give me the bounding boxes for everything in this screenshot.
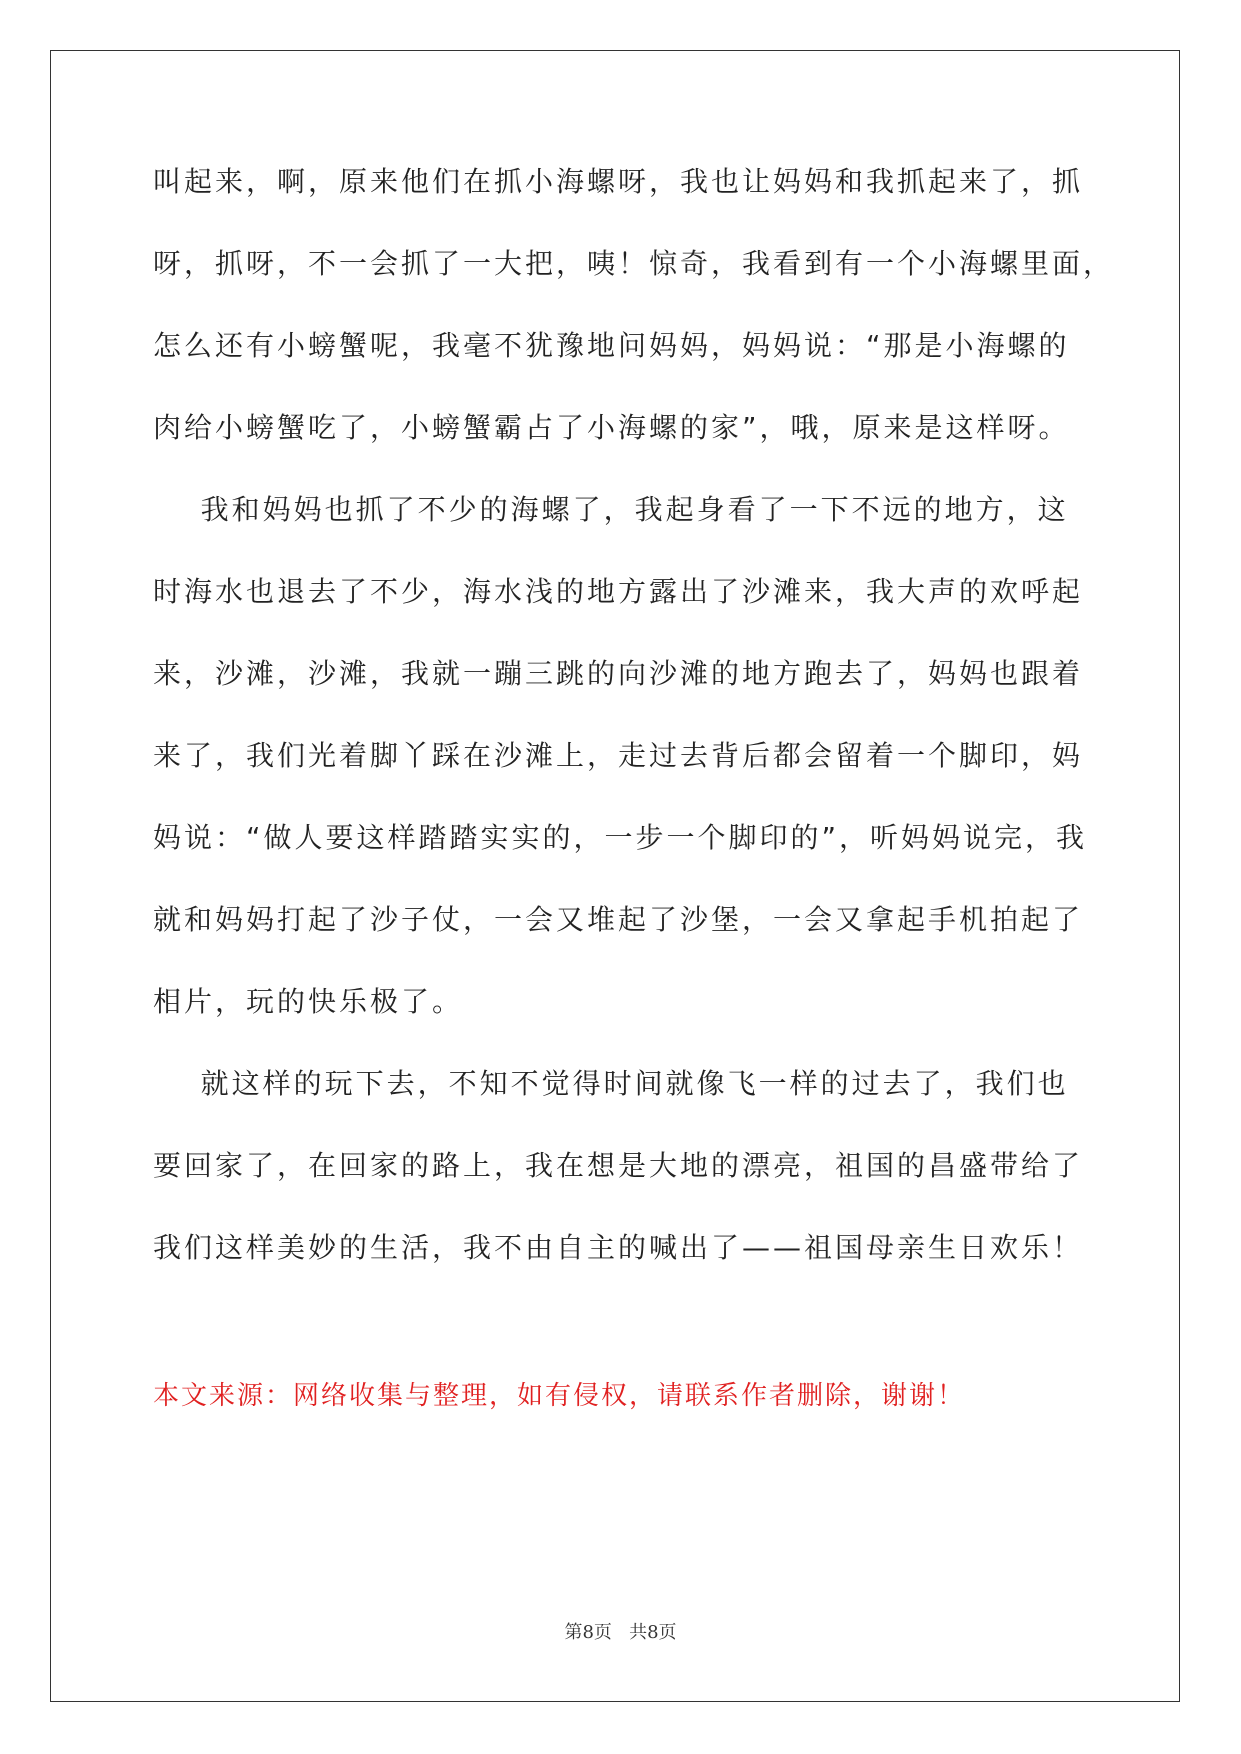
body-line: 就和妈妈打起了沙子仗，一会又堆起了沙堡，一会又拿起手机拍起了 xyxy=(153,903,1084,936)
page-number-footer: 第8页 共8页 xyxy=(564,1622,677,1643)
body-line: 相片，玩的快乐极了。 xyxy=(153,985,464,1018)
body-line: 时海水也退去了不少，海水浅的地方露出了沙滩来，我大声的欢呼起 xyxy=(153,575,1084,608)
body-line: 就这样的玩下去，不知不觉得时间就像飞一样的过去了，我们也 xyxy=(153,1067,1069,1100)
body-line: 叫起来，啊，原来他们在抓小海螺呀，我也让妈妈和我抓起来了，抓 xyxy=(153,165,1084,198)
body-line: 来了，我们光着脚丫踩在沙滩上，走过去背后都会留着一个脚印，妈 xyxy=(153,739,1084,772)
body-line: 肉给小螃蟹吃了，小螃蟹霸占了小海螺的家”，哦，原来是这样呀。 xyxy=(153,411,1070,444)
source-note: 本文来源：网络收集与整理，如有侵权，请联系作者删除，谢谢！ xyxy=(153,1381,966,1411)
body-line: 我和妈妈也抓了不少的海螺了，我起身看了一下不远的地方，这 xyxy=(153,493,1069,526)
body-line: 怎么还有小螃蟹呢，我毫不犹豫地问妈妈，妈妈说：“那是小海螺的 xyxy=(153,329,1070,362)
document-body xyxy=(153,162,1115,1310)
body-line: 来，沙滩，沙滩，我就一蹦三跳的向沙滩的地方跑去了，妈妈也跟着 xyxy=(153,657,1084,690)
body-line: 呀，抓呀，不一会抓了一大把，咦！惊奇，我看到有一个小海螺里面， xyxy=(153,247,1115,280)
body-line: 要回家了，在回家的路上，我在想是大地的漂亮，祖国的昌盛带给了 xyxy=(153,1149,1084,1182)
body-line: 妈说：“做人要这样踏踏实实的，一步一个脚印的”，听妈妈说完，我 xyxy=(153,821,1088,854)
body-line: 我们这样美妙的生活，我不由自主的喊出了——祖国母亲生日欢乐！ xyxy=(153,1231,1084,1264)
